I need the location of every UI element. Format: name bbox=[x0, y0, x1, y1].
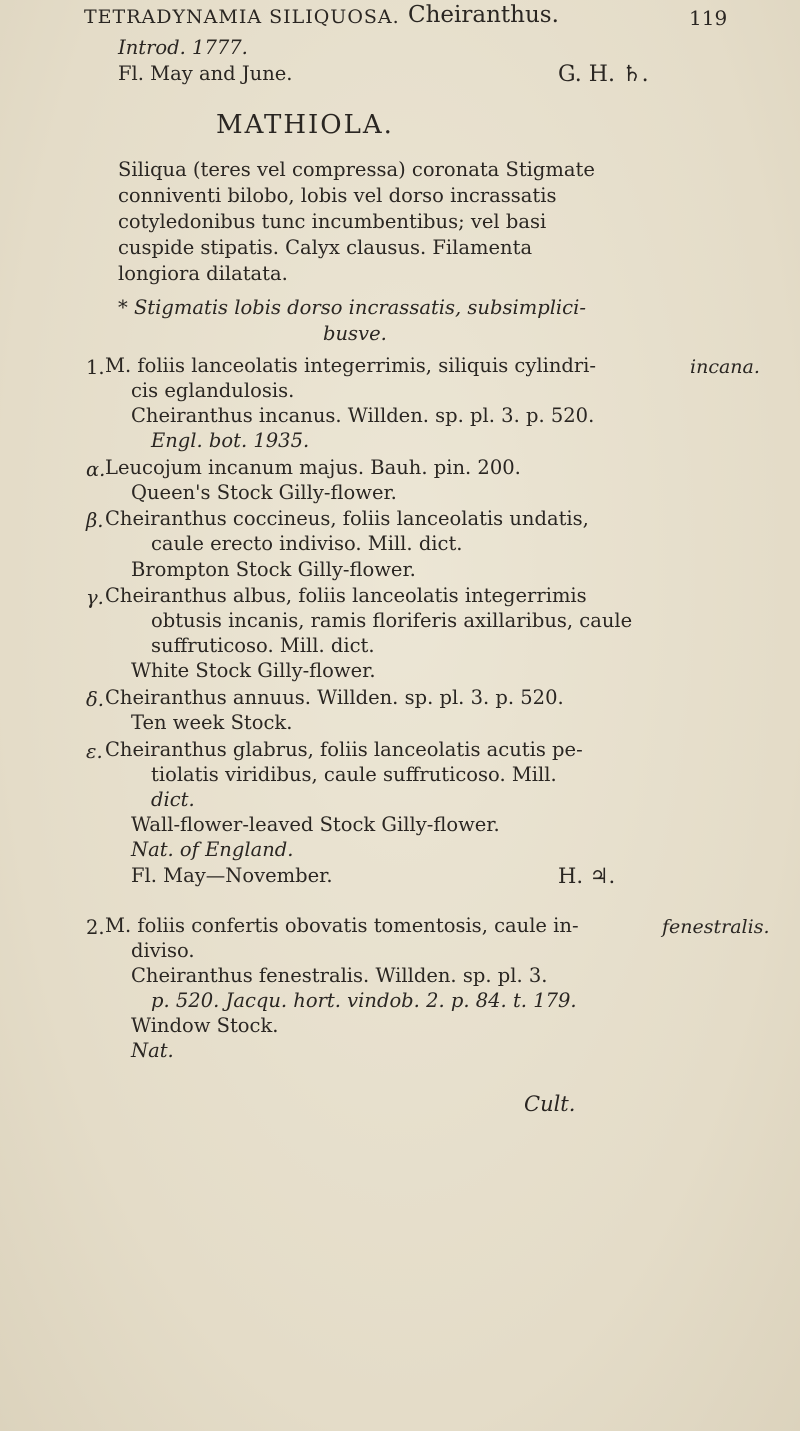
variety-letter: ε. bbox=[86, 740, 103, 763]
genus-title: MATHIOLA. bbox=[216, 110, 394, 140]
species-diagnosis: M. foliis lanceolatis integerrimis, siliquis cylindri- bbox=[105, 354, 597, 377]
common-name: Window Stock. bbox=[131, 1014, 279, 1037]
variety-letter: γ. bbox=[86, 586, 104, 609]
species-number: 1. bbox=[86, 356, 105, 379]
genus-description-line: longiora dilatata. bbox=[118, 262, 288, 285]
variety-line: caule erecto indiviso. Mill. dict. bbox=[151, 532, 463, 555]
species-reference: p. 520. Jacqu. hort. vindob. 2. p. 84. t. 179. bbox=[151, 989, 577, 1012]
variety-line: White Stock Gilly-flower. bbox=[131, 659, 376, 682]
variety-line: obtusis incanis, ramis floriferis axillaribus, caule bbox=[151, 609, 633, 632]
native-note: Nat. bbox=[131, 1039, 174, 1062]
species-synonym: Cheiranthus fenestralis. Willden. sp. pl. 3. bbox=[131, 964, 548, 987]
subsection-heading-continued: busve. bbox=[323, 322, 387, 345]
header-genus: Cheiranthus. bbox=[408, 2, 559, 28]
variety-line: Ten week Stock. bbox=[131, 711, 293, 734]
genus-description-line: conniventi bilobo, lobis vel dorso incrassatis bbox=[118, 184, 557, 207]
habitat-symbol: G. H. ♄. bbox=[558, 62, 649, 87]
species-reference: Engl. bot. 1935. bbox=[151, 429, 310, 452]
genus-description-line: cotyledonibus tunc incumbentibus; vel basi bbox=[118, 210, 547, 233]
genus-description-line: Siliqua (teres vel compressa) coronata Stigmate bbox=[118, 158, 595, 181]
variety-letter: δ. bbox=[86, 688, 104, 711]
variety-letter: α. bbox=[86, 458, 106, 481]
habitat-symbol: H. ♃. bbox=[558, 864, 616, 888]
variety-line: Wall-flower-leaved Stock Gilly-flower. bbox=[131, 813, 500, 836]
flowering-time: Fl. May and June. bbox=[118, 62, 293, 85]
variety-line: Cheiranthus coccineus, foliis lanceolatis undatis, bbox=[105, 507, 589, 530]
page-number: 119 bbox=[689, 6, 728, 30]
catchword: Cult. bbox=[524, 1092, 576, 1116]
introduced-date: Introd. 1777. bbox=[118, 36, 248, 59]
variety-line: Cheiranthus glabrus, foliis lanceolatis acutis pe- bbox=[105, 738, 583, 761]
variety-line: dict. bbox=[151, 788, 195, 811]
species-diagnosis: M. foliis confertis obovatis tomentosis, caule in- bbox=[105, 914, 579, 937]
running-head: TETRADYNAMIA SILIQUOSA. bbox=[84, 6, 400, 28]
variety-line: suffruticoso. Mill. dict. bbox=[151, 634, 375, 657]
flowering-time: Fl. May—November. bbox=[131, 864, 333, 887]
variety-line: tiolatis viridibus, caule suffruticoso. Mill. bbox=[151, 763, 557, 786]
species-margin-name: fenestralis. bbox=[662, 916, 770, 938]
variety-line: Cheiranthus albus, foliis lanceolatis integerrimis bbox=[105, 584, 587, 607]
variety-line: Cheiranthus annuus. Willden. sp. pl. 3. p. 520. bbox=[105, 686, 564, 709]
genus-description-line: cuspide stipatis. Calyx clausus. Filamenta bbox=[118, 236, 533, 259]
variety-line: Brompton Stock Gilly-flower. bbox=[131, 558, 416, 581]
variety-line: Nat. of England. bbox=[131, 838, 294, 861]
species-diagnosis-continued: diviso. bbox=[131, 939, 195, 962]
species-synonym: Cheiranthus incanus. Willden. sp. pl. 3. p. 520. bbox=[131, 404, 595, 427]
subsection-heading: * Stigmatis lobis dorso incrassatis, subsimplici- bbox=[118, 296, 586, 319]
variety-line: Queen's Stock Gilly-flower. bbox=[131, 481, 397, 504]
species-number: 2. bbox=[86, 916, 105, 939]
species-margin-name: incana. bbox=[690, 356, 760, 378]
species-diagnosis-continued: cis eglandulosis. bbox=[131, 379, 295, 402]
variety-line: Leucojum incanum majus. Bauh. pin. 200. bbox=[105, 456, 521, 479]
variety-letter: β. bbox=[86, 509, 104, 532]
